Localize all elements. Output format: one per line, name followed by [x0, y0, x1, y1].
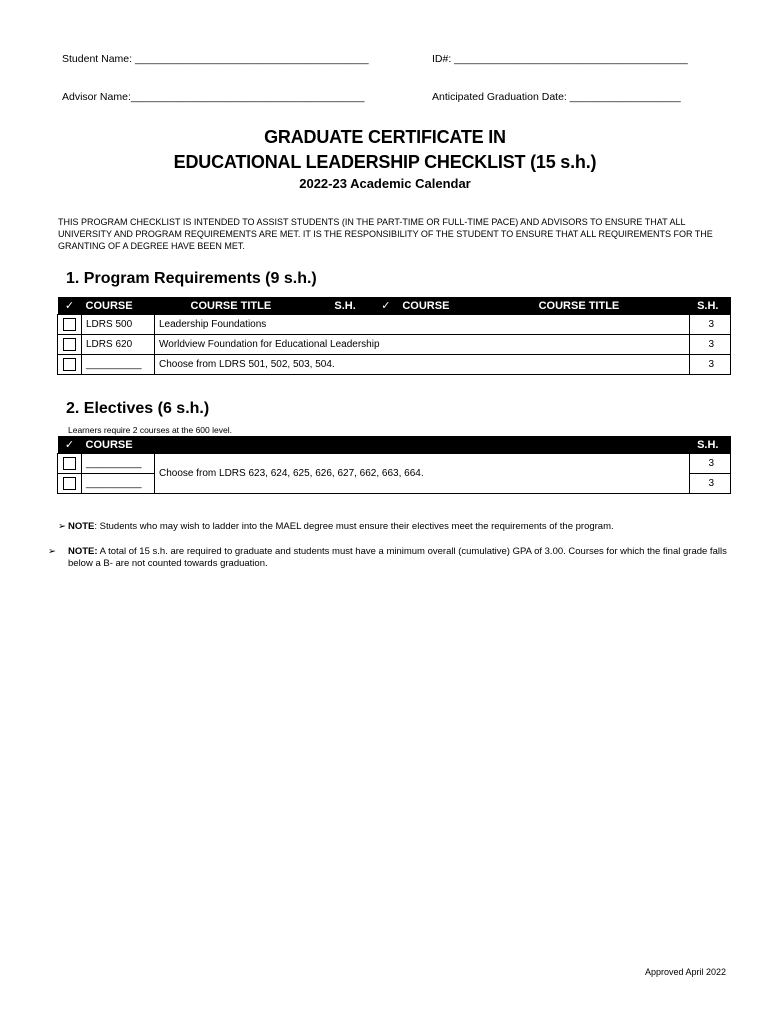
checkbox[interactable]	[63, 358, 76, 371]
approval-footer: Approved April 2022	[644, 967, 726, 977]
checkbox[interactable]	[63, 457, 76, 470]
title-line-1: GRADUATE CERTIFICATE IN	[264, 127, 506, 147]
arrow-bullet-icon: ➢	[48, 546, 56, 557]
checkbox[interactable]	[63, 318, 76, 331]
sh-header: S.H.	[330, 297, 373, 315]
check-cell[interactable]	[58, 315, 82, 335]
student-name-field[interactable]: Student Name: ________________________________________	[62, 53, 369, 65]
note-2	[48, 546, 738, 570]
electives-choose-text: Choose from LDRS 623, 624, 625, 626, 627, 662, 663, 664.	[155, 454, 690, 494]
id-field[interactable]: ID#: ________________________________________	[432, 53, 688, 65]
checkbox[interactable]	[63, 338, 76, 351]
table-row	[58, 315, 731, 335]
academic-calendar-subtitle: 2022-23 Academic Calendar	[299, 176, 471, 191]
checkbox[interactable]	[63, 477, 76, 490]
note-text: : Students who may wish to ladder into the MAEL degree must ensure their electives meet the requirements of the program.	[94, 521, 614, 532]
course-sh: 3	[690, 454, 731, 474]
note-1	[58, 521, 728, 533]
table-row	[58, 454, 731, 474]
course-code: LDRS 500	[82, 315, 155, 335]
intro-paragraph: THIS PROGRAM CHECKLIST IS INTENDED TO ASSIST STUDENTS (IN THE PART-TIME OR FULL-TIME PACE) AND ADVISORS TO ENSURE THAT ALL UNIVERSITY AND PROGRAM REQUIREMENTS ARE MET. IT IS THE RESPONSIBILITY OF THE STUDENT TO ENSURE THAT ALL REQUIREMENTS FOR THE GRANTING OF A DEGREE HAVE BEEN MET.	[58, 217, 713, 251]
arrow-bullet-icon: ➢	[58, 521, 66, 532]
graduation-date-field[interactable]: Anticipated Graduation Date: ___________________	[432, 91, 681, 103]
course-header: COURSE	[82, 297, 155, 315]
course-title-header	[155, 436, 690, 454]
note-label: NOTE	[68, 521, 95, 532]
sh-header: S.H.	[690, 436, 731, 454]
table-header-row	[58, 436, 731, 454]
course-code-blank[interactable]: __________	[82, 355, 155, 375]
course-code-blank[interactable]: __________	[82, 454, 155, 474]
course-title-header: COURSE TITLE	[155, 297, 331, 315]
check-header-2: ✓	[373, 297, 398, 315]
note-label: NOTE:	[68, 546, 98, 557]
check-cell[interactable]	[58, 355, 82, 375]
course-sh: 3	[690, 315, 731, 335]
electives-note: Learners require 2 courses at the 600 level.	[68, 425, 232, 435]
course-sh: 3	[690, 474, 731, 494]
table-row	[58, 355, 731, 375]
sh-header-2: S.H.	[690, 297, 731, 315]
course-code-blank[interactable]: __________	[82, 474, 155, 494]
course-sh: 3	[690, 355, 731, 375]
course-title-header-2: COURSE TITLE	[479, 297, 690, 315]
check-cell[interactable]	[58, 454, 82, 474]
section-1-heading: 1. Program Requirements (9 s.h.)	[66, 270, 317, 287]
course-header-2: COURSE	[398, 297, 478, 315]
course-title: Choose from LDRS 501, 502, 503, 504.	[155, 355, 690, 375]
course-code: LDRS 620	[82, 335, 155, 355]
check-header: ✓	[58, 436, 82, 454]
course-title: Leadership Foundations	[155, 315, 690, 335]
table-row	[58, 335, 731, 355]
check-header: ✓	[58, 297, 82, 315]
title-line-2: EDUCATIONAL LEADERSHIP CHECKLIST (15 s.h.)	[173, 152, 597, 172]
advisor-name-field[interactable]: Advisor Name:________________________________________	[62, 91, 365, 103]
course-title: Worldview Foundation for Educational Leadership	[155, 335, 690, 355]
section-2-heading: 2. Electives (6 s.h.)	[66, 400, 210, 417]
check-cell[interactable]	[58, 474, 82, 494]
electives-table	[57, 436, 731, 494]
check-cell[interactable]	[58, 335, 82, 355]
note-text: A total of 15 s.h. are required to graduate and students must have a minimum overall (cumulative) GPA of 3.00. Courses for which the final grade falls below a B- are not counted towards graduation.	[68, 546, 727, 569]
program-requirements-table	[57, 297, 731, 375]
course-header: COURSE	[82, 436, 155, 454]
course-sh: 3	[690, 335, 731, 355]
table-header-row	[58, 297, 731, 315]
